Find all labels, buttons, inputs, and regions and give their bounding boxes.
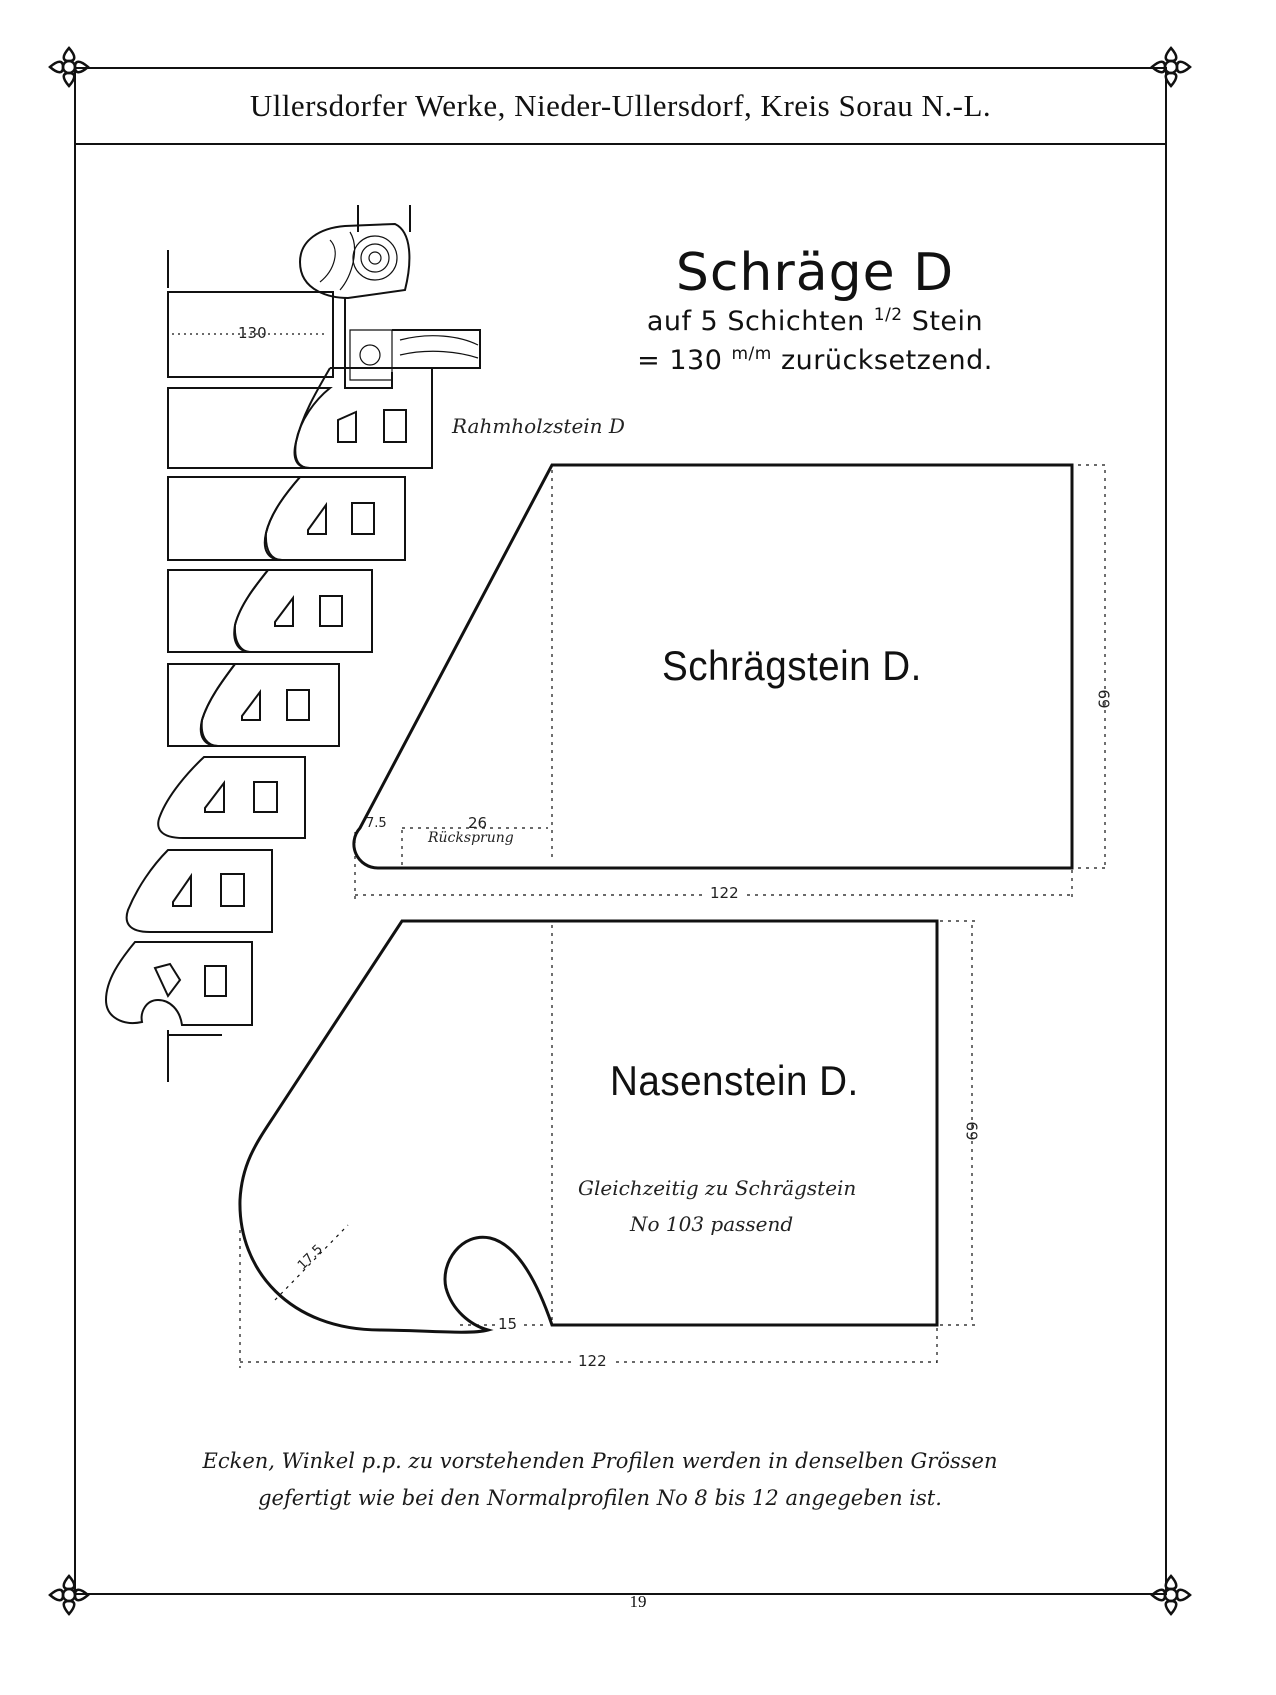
heading-line-2: = 130 $^{m/m}$ zurücksetzend. xyxy=(637,344,993,377)
nasenstein-radius-label: 17.5 xyxy=(294,1241,327,1274)
rahmholzstein-label: Rahmholzstein D xyxy=(452,414,625,438)
page-header: Ullersdorfer Werke, Nieder-Ullersdorf, Kreis Sorau N.-L. xyxy=(249,88,992,123)
schraegstein-height-label: 69 xyxy=(1094,689,1113,709)
footer-note-line-1: Ecken, Winkel p.p. zu vorstehenden Profilen werden in denselben Grössen xyxy=(202,1449,998,1473)
schraegstein-radius-label: 7.5 xyxy=(366,816,387,831)
dim-130-label: 130 xyxy=(238,324,267,342)
heading-line-1: auf 5 Schichten $^{1/2}$ Stein xyxy=(646,305,984,338)
nasenstein-width-label: 122 xyxy=(574,1352,611,1370)
nasenstein-width-dim xyxy=(240,1230,937,1368)
brick-course-3 xyxy=(168,570,372,652)
window-frame-timber xyxy=(300,205,480,388)
brick-course-nasenstein xyxy=(106,942,252,1025)
schraegstein-height-dim xyxy=(1078,465,1108,868)
brick-course-5 xyxy=(158,757,305,838)
nasenstein-note-line-2: No 103 passend xyxy=(630,1212,794,1236)
brick-course-6 xyxy=(127,850,272,932)
schraegstein-label: Schrägstein D. xyxy=(662,642,922,689)
brick-course-4 xyxy=(168,664,339,746)
brick-course-2 xyxy=(168,477,405,560)
nasenstein-label: Nasenstein D. xyxy=(610,1057,859,1104)
page-title: Schräge D xyxy=(675,243,955,303)
nasenstein-note-line-1: Gleichzeitig zu Schrägstein xyxy=(578,1176,857,1200)
page-number: 19 xyxy=(629,1592,647,1611)
ruecksprung-label: Rücksprung xyxy=(428,830,514,846)
footer-note-line-2: gefertigt wie bei den Normalprofilen No 8 bis 12 angegeben ist. xyxy=(258,1485,942,1510)
schraegstein-width-label: 122 xyxy=(706,884,743,902)
footer-note xyxy=(170,1443,1030,1517)
nasenstein-height-label: 69 xyxy=(962,1121,981,1141)
schraegstein-26-label: 26 xyxy=(468,814,488,832)
wall-edge-bottom xyxy=(168,1030,222,1082)
nasenstein-outline xyxy=(240,921,937,1332)
nasenstein-15-label: 15 xyxy=(495,1315,520,1333)
